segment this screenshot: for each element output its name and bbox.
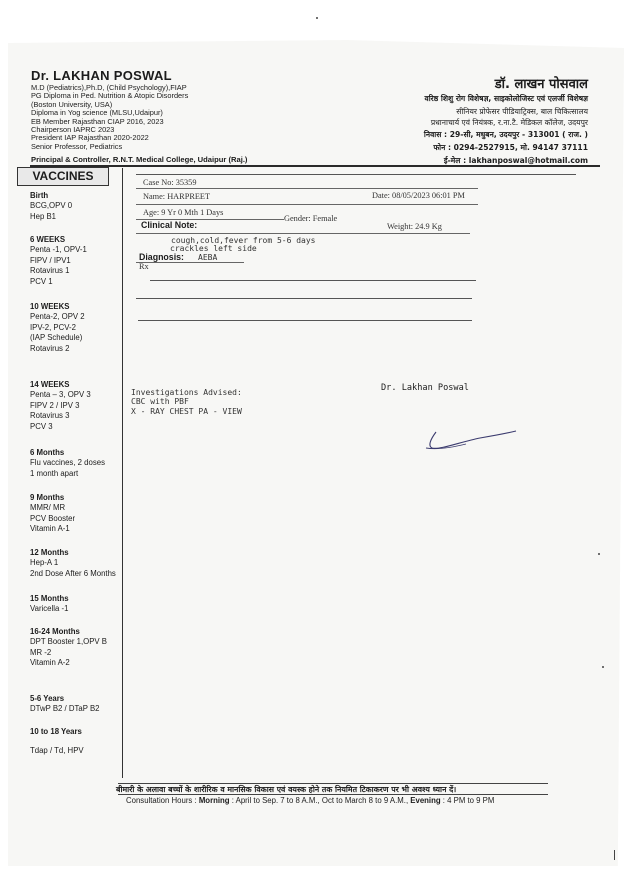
vaccine-item: Hep B1: [30, 211, 57, 221]
vaccine-group-heading: 6 WEEKS: [30, 235, 66, 244]
investigations-label: Investigations Advised:: [131, 388, 242, 397]
vaccine-group-heading: 16-24 Months: [30, 627, 80, 636]
vaccine-item: Rotavirus 1: [30, 266, 70, 276]
hindi-address: निवास : 29-सी, मधुबन, उदयपुर - 313001 ( राज. ): [423, 130, 588, 139]
hours-label: Consultation Hours :: [126, 796, 197, 805]
vaccine-item: PCV 3: [30, 421, 53, 431]
vaccine-item: IPV-2, PCV-2: [30, 322, 76, 332]
vaccine-item: (IAP Schedule): [30, 333, 83, 343]
patient-rule: [136, 188, 478, 189]
vaccine-group-heading: 10 to 18 Years: [30, 727, 82, 736]
qualification-line: PG Diploma in Ped. Nutrition & Atopic Disorders: [31, 91, 189, 101]
signature-name: Dr. Lakhan Poswal: [381, 383, 469, 393]
vaccine-group-heading: 15 Months: [30, 594, 69, 603]
vaccine-item: FIPV / IPV1: [30, 255, 71, 265]
patient-top-rule: [136, 174, 576, 175]
footer-rule: [118, 794, 548, 795]
investigation-item: CBC with PBF: [131, 397, 189, 406]
header-divider: [30, 165, 600, 167]
rx-rule: [136, 298, 472, 299]
vaccine-item: Penta – 3, OPV 3: [30, 390, 91, 399]
vaccine-item: Varicella -1: [30, 604, 69, 613]
footer-top-rule: [118, 783, 548, 784]
vaccine-group-6-months: [30, 447, 122, 479]
vaccine-group-12-months: [30, 547, 122, 579]
vaccine-group-birth: [30, 190, 122, 222]
hindi-line: वरिष्ठ शिशु रोग विशेषज्ञ, साइकोलोजिस्ट एवं एलर्जी विशेषज्ञ: [424, 94, 588, 103]
hindi-email: ई-मेल : lakhanposwal@hotmail.com: [443, 156, 588, 165]
vaccine-item: PCV Booster: [30, 513, 76, 523]
qualification-line: President IAP Rajasthan 2020-2022: [31, 133, 149, 143]
qualification-line: Chairperson IAPRC 2023: [31, 125, 115, 134]
handwritten-signature: [420, 426, 520, 456]
vaccine-item: Penta-2, OPV 2: [30, 312, 85, 321]
vaccine-item: FIPV 2 / IPV 3: [30, 400, 80, 410]
vaccine-item: BCG,OPV 0: [30, 201, 73, 210]
vaccine-group-heading: 12 Months: [30, 548, 69, 557]
vaccine-item: DPT Booster 1,OPV B: [30, 637, 107, 646]
vaccine-item: MMR/ MR: [30, 503, 66, 512]
vaccine-item: 2nd Dose After 6 Months: [30, 568, 116, 578]
patient-gender: Gender: Female: [284, 214, 338, 223]
diagnosis-label: Diagnosis:: [139, 252, 184, 262]
diagnosis-rule: [136, 262, 244, 263]
patient-rule: [136, 204, 478, 205]
vaccine-group-15-months: [30, 593, 122, 615]
vaccine-group-16-24-months: [30, 626, 122, 669]
patient-age: Age: 9 Yr 0 Mth 1 Days: [143, 208, 224, 217]
doctor-name-hindi: डॉ. लाखन पोसवाल: [494, 77, 588, 92]
vaccine-group-heading: 9 Months: [30, 493, 65, 502]
hindi-line: सीनियर प्रोफेसर पीडियाट्रिक्स, बाल चिकित्सालय: [456, 107, 588, 116]
rx-rule: [150, 280, 476, 281]
vaccine-item: Penta -1, OPV-1: [30, 245, 87, 254]
morning-label: Morning: [198, 796, 230, 805]
visit-date: Date: 08/05/2023 06:01 PM: [372, 191, 465, 200]
investigation-item: X - RAY CHEST PA - VIEW: [131, 407, 242, 416]
patient-weight: Weight: 24.9 Kg: [387, 222, 442, 231]
vaccine-group-10-18-years: [30, 726, 122, 757]
vaccine-group-heading: 10 WEEKS: [30, 302, 70, 311]
evening-label: Evening: [410, 796, 441, 805]
vaccine-item: Rotavirus 2: [30, 343, 70, 353]
vaccine-group-heading: 14 WEEKS: [30, 380, 70, 389]
vaccine-item: MR -2: [30, 647, 52, 657]
vaccine-group-5-6-years: [30, 693, 122, 715]
case-number: Case No: 35359: [143, 178, 197, 187]
vaccine-item: Hep-A 1: [30, 558, 59, 567]
vaccine-group-14-weeks: [30, 379, 122, 432]
consultation-hours: [126, 796, 494, 805]
diagnosis-value: AEBA: [198, 253, 218, 262]
qualification-line: Senior Professor, Pediatrics: [31, 141, 123, 151]
qualification-line: EB Member Rajasthan CIAP 2016, 2023: [31, 116, 164, 126]
principal-line: Principal & Controller, R.N.T. Medical College, Udaipur (Raj.): [31, 155, 248, 164]
vaccine-group-10-weeks: [30, 301, 122, 354]
vaccine-group-heading: 6 Months: [30, 448, 65, 457]
footer-hindi-note: बीमारी के अलावा बच्चों के शारीरिक व मानसिक विकास एवं वयस्क होने तक नियमित टिकाकरण पर भी अवश्य ध्यान दें।: [116, 785, 457, 794]
hindi-phone: फोन : 0294-2527915, मो. 94147 37111: [433, 143, 588, 152]
vaccine-item: Vitamin A-2: [30, 658, 70, 668]
morning-hours: : April to Sep. 7 to 8 A.M., Oct to March 8 to 9 A.M.,: [231, 796, 409, 805]
vaccine-item: Tdap / Td, HPV: [30, 746, 84, 755]
vaccine-item: Vitamin A-1: [30, 524, 70, 534]
clinical-rule: [136, 233, 470, 234]
qualification-line: (Boston University, USA): [31, 99, 113, 109]
vaccine-group-heading: Birth: [30, 191, 49, 200]
rx-label: Rx: [139, 262, 149, 271]
clinical-note-label: Clinical Note:: [141, 220, 198, 230]
vaccine-item: PCV 1: [30, 276, 53, 286]
rx-rule: [138, 320, 472, 321]
vaccine-item: Rotavirus 3: [30, 411, 70, 421]
patient-name: Name: HARPREET: [143, 192, 211, 201]
vaccine-item: 1 month apart: [30, 468, 79, 478]
qualification-line: Diploma in Yog science (MLSU,Udaipur): [31, 108, 163, 118]
hindi-line: प्रधानाचार्य एवं नियंत्रक, र.ना.टै. मेडिकल कॉलेज, उदयपुर: [430, 118, 588, 127]
vaccine-item: DTwP B2 / DTaP B2: [30, 704, 100, 713]
clinical-note-line: cough,cold,fever from 5-6 days: [171, 236, 316, 245]
vaccine-group-6-weeks: [30, 234, 122, 287]
doctor-name-english: Dr. LAKHAN POSWAL: [31, 68, 172, 83]
vaccine-item: Flu vaccines, 2 doses: [30, 458, 105, 467]
sidebar-divider: [122, 168, 123, 778]
vaccines-title: VACCINES: [17, 167, 109, 186]
vaccine-group-heading: 5-6 Years: [30, 694, 65, 703]
evening-hours: : 4 PM to 9 PM: [442, 796, 495, 805]
qualification-line: M.D (Pediatrics),Ph.D, (Child Psychology),FIAP: [31, 83, 187, 92]
clinical-note-line: crackles left side: [170, 244, 257, 253]
vaccine-group-9-months: [30, 492, 122, 535]
